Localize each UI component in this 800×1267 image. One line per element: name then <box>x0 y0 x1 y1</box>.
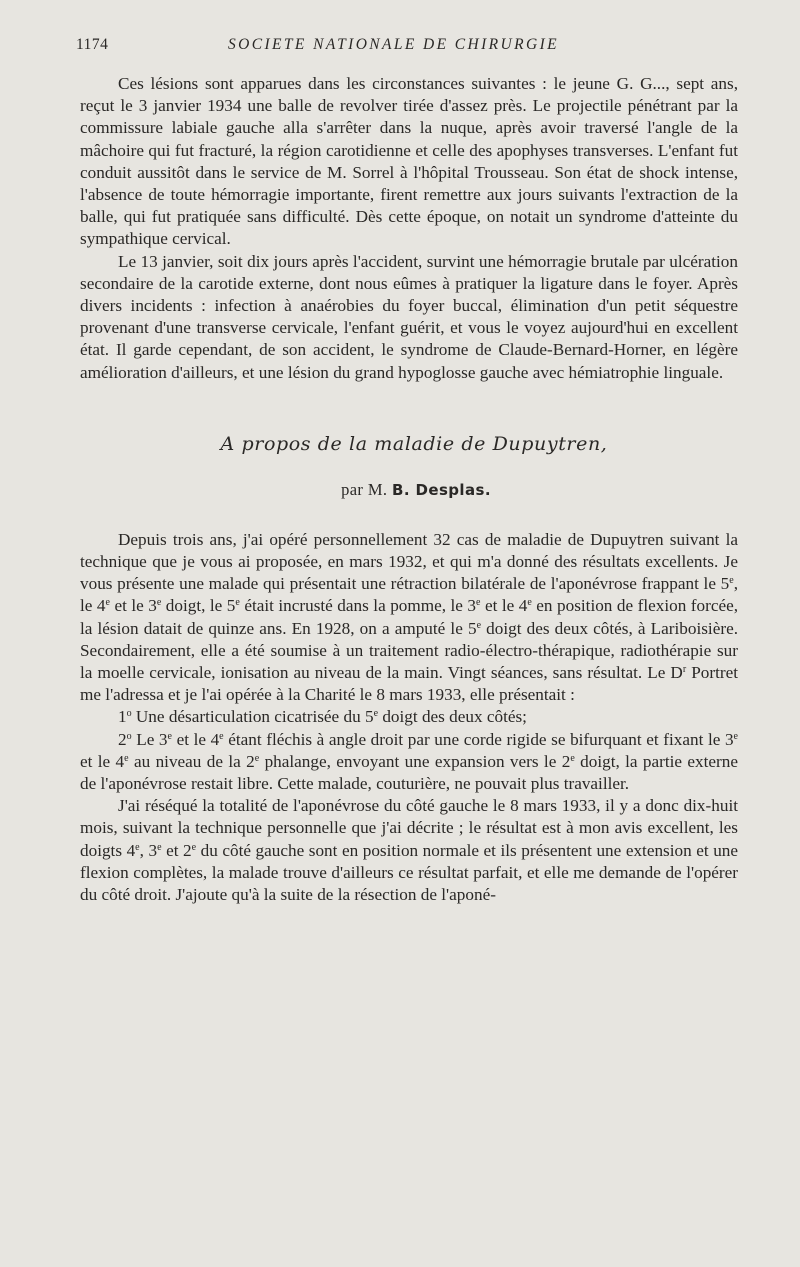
article-title: A propos de la maladie de Dupuytren, <box>220 432 608 455</box>
page-number: 1174 <box>76 36 109 53</box>
paragraph-case-history: Ces lésions sont apparues dans les circonstances suivantes : le jeune G. G..., sept ans, reçut le 3 janvier 1934 une balle de revolver tirée d'assez près. Le projectile pénétrant par la commissure labiale gauche alla s'arrêter dans la nuque, après avoir traversé l'angle de la mâchoire qui fut fracturé, la région carotidienne et celle des apophyses transverses. L'enfant fut conduit aussitôt dans le service de M. Sorrel à l'hôpital Trousseau. Son état de shock intense, l'absence de toute hémorragie importante, firent remettre aux jours suivants l'extraction de la balle, qui fut pratiquée sans difficulté. Dès cette époque, on notait un syndrome d'atteinte du sympathique cervical. <box>80 74 738 249</box>
paragraph-finding-1: 1$^o$ Une désarticulation cicatrisée du 5e doigt des deux côtés; <box>118 707 527 727</box>
journal-page <box>76 36 739 906</box>
previous-article-continuation <box>80 73 738 384</box>
paragraph-hemorrhage: Le 13 janvier, soit dix jours après l'accident, survint une hémorragie brutale par ulcération secondaire de la carotide externe, dont nous eûmes à pratiquer la ligature dans le foyer. Après divers incidents : infection à anaérobies du foyer buccal, élimination d'un petit séquestre provenant d'une transverse cervicale, l'enfant guérit, et vous le voyez aujourd'hui en excellent état. Il garde cependant, de son accident, le syndrome de Claude-Bernard-Horner, en légère amélioration d'ailleurs, et une lésion du grand hypoglosse gauche avec hémiatrophie linguale. <box>80 251 738 382</box>
paragraph-result: J'ai réséqué la totalité de l'aponévrose du côté gauche le 8 mars 1933, il y a donc dix-huit mois, suivant la technique personnelle que j'ai décrite ; le résultat est à mon avis excellent, les doigts 4e, 3e et 2e du côté gauche sont en position normale et ils présentent une extension et une flexion complètes, la malade trouve d'ailleurs ce résultat parfait, et elle me demande de l'opérer du côté droit. J'ajoute qu'à la suite de la résection de l'aponé- <box>80 796 739 905</box>
page-header <box>76 36 738 60</box>
author-name: B. Desplas. <box>391 480 491 499</box>
byline-prefix: par M. <box>341 479 388 499</box>
article-byline <box>80 479 738 501</box>
paragraph-introduction: Depuis trois ans, j'ai opéré personnellement 32 cas de maladie de Dupuytren suivant la technique que je vous ai proposée, en mars 1932, et qui m'a donné des résultats excellents. Je vous présente une malade qui présentait une rétraction bilatérale de l'aponévrose frappant le 5e, le 4e et le 3e doigt, le 5e était incrusté dans la pomme, le 3e et le 4e en position de flexion forcée, la lésion datait de quinze ans. En 1928, on a amputé le 5e doigt des deux côtés, à Lariboisière. Secondairement, elle a été soumise à un traitement radio-électro-thérapique, radiothérapie sur la moelle cervicale, ionisation au niveau de la main. Vingt séances, sans résultat. Le $D^r$ Portret me l'adressa et je l'ai opérée à la Charité le 8 mars 1933, elle présentait : <box>80 529 739 705</box>
running-title: SOCIETE NATIONALE DE CHIRURGIE <box>228 36 560 53</box>
article-body <box>80 529 738 906</box>
paragraph-finding-2: 2$^o$ Le 3e et le 4e étant fléchis à angle droit par une corde rigide se bifurquant et fixant le 3e et le 4e au niveau de la 2e phalange, envoyant une expansion vers le 2e doigt, la partie externe de l'aponévrose restait libre. Cette malade, couturière, ne pouvait plus travailler. <box>80 729 738 794</box>
